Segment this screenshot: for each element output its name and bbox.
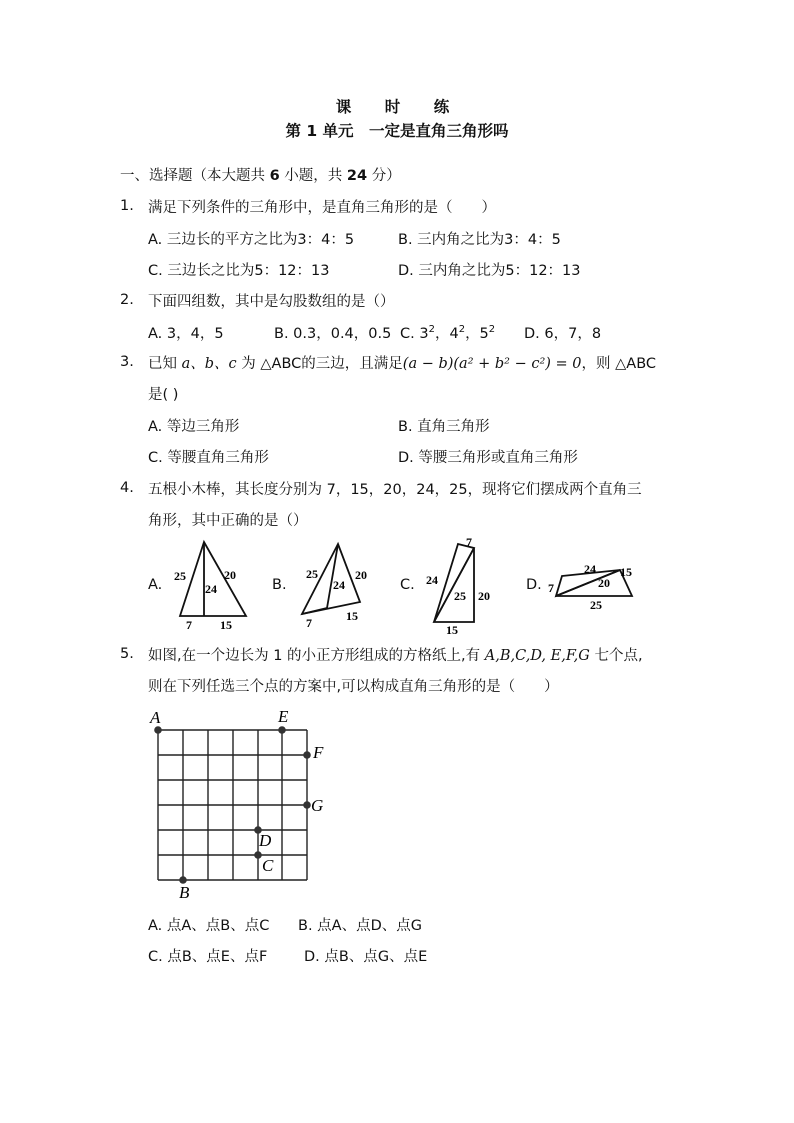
question-stem: 满足下列条件的三角形中，是直角三角形的是（ ） [148,200,496,216]
stem-text: 为 △ABC的三边，且满足 [236,356,403,372]
figure-label: 24 [584,562,596,576]
question-number: 3. [120,354,134,370]
page-title: 课 时 练 [335,98,459,116]
exponent: 2 [458,324,466,336]
figure-label: 7 [306,616,312,630]
figure-label: 25 [590,598,602,612]
question-stem: 下面四组数，其中是勾股数组的是（） [148,294,395,310]
question-stem-continued: 是( ) [148,387,179,403]
figure-label: 24 [205,582,217,596]
option-d[interactable]: D. 点B、点G、点E [304,949,428,965]
point-label: G [311,796,324,815]
question-stem-continued: 则在下列任选三个点的方案中,可以构成直角三角形的是（ ） [148,679,559,695]
option-b[interactable]: B. 点A、点D、点G [298,918,422,934]
page-subtitle: 第 1 单元 一定是直角三角形吗 [285,122,509,140]
point-label: A [150,708,161,727]
option-d[interactable]: D. 三内角之比为5：12：13 [398,263,581,279]
section-heading-mid: 小题，共 [279,168,347,184]
figure-label: 15 [346,609,358,623]
point-label: E [278,707,289,726]
option-c[interactable] [400,322,495,343]
option-c[interactable]: C. 三边长之比为5：12：13 [148,263,330,279]
figure-label: 7 [186,618,192,632]
option-d[interactable]: D. 等腰三角形或直角三角形 [398,450,578,466]
option-b[interactable]: B. 三内角之比为3：4：5 [398,232,561,248]
stem-text: 已知 [148,356,182,372]
exponent: 2 [428,324,435,336]
question-number: 4. [120,480,134,496]
question-stem [148,352,656,373]
figure-label: 7 [466,535,472,549]
option-b[interactable]: B. 0.3，0.4，0.5 [274,326,392,342]
point-label: D [259,831,272,850]
option-a[interactable]: A. 三边长的平方之比为3：4：5 [148,232,355,248]
option-a[interactable]: A. 3，4，5 [148,326,224,342]
point-label: F [313,743,324,762]
option-a[interactable]: A. 等边三角形 [148,419,240,435]
stem-text: 七个点, [589,648,643,664]
figure-label: 20 [355,568,367,582]
point-e [278,726,286,734]
figure-label: 25 [306,567,318,581]
option-c-base: ，5 [465,326,489,342]
point-label: B [179,883,190,902]
question-number: 1. [120,198,134,214]
triangle-figure-d [546,556,640,614]
option-d-label[interactable]: D. [526,577,542,593]
figure-label: 20 [598,576,610,590]
option-b-label[interactable]: B. [272,577,287,593]
exponent: 2 [488,324,496,336]
figure-label: 15 [446,623,458,637]
option-c[interactable]: C. 点B、点E、点F [148,949,268,965]
option-c-base: C. 3 [400,326,429,342]
option-b[interactable]: B. 直角三角形 [398,419,490,435]
point-f [303,751,311,759]
section-heading-post: 分） [367,168,401,184]
figure-label: 15 [620,565,632,579]
section-heading-pre: 一、选择题（本大题共 [120,168,270,184]
point-c [254,851,262,859]
section-heading [120,164,401,185]
point-label: C [262,856,274,875]
question-number: 2. [120,292,134,308]
figure-label: 25 [174,569,186,583]
point-list: A,B,C,D, E,F,G [484,648,590,664]
square-grid-figure [142,704,342,904]
section-count: 6 [269,168,280,184]
option-d[interactable]: D. 6，7，8 [524,326,602,342]
option-a[interactable]: A. 点A、点B、点C [148,918,270,934]
triangle-figure-a [168,536,258,632]
figure-label: 20 [224,568,236,582]
point-a [154,726,162,734]
variables: a、b、c [181,356,237,372]
question-stem: 五根小木棒，其长度分别为 7，15，20，24，25，现将它们摆成两个直角三 [148,482,642,498]
question-number: 5. [120,646,134,662]
figure-label: 24 [426,573,438,587]
option-c-label[interactable]: C. [400,577,415,593]
option-a-label[interactable]: A. [148,577,163,593]
stem-text: ，则 △ABC [581,356,657,372]
option-c-base: ，4 [434,326,459,342]
equation: (a − b)(a² + b² − c²) = 0 [402,356,582,372]
stem-text: 如图,在一个边长为 1 的小正方形组成的方格纸上,有 [148,648,485,664]
triangle-figure-b [292,538,382,630]
figure-label: 25 [454,589,466,603]
question-stem [148,644,643,665]
triangle-figure-c [420,534,500,638]
figure-label: 7 [548,581,554,595]
section-score: 24 [346,168,368,184]
figure-label: 24 [333,578,345,592]
question-stem-continued: 角形，其中正确的是（） [148,513,308,529]
figure-label: 20 [478,589,490,603]
point-g [303,801,311,809]
option-c[interactable]: C. 等腰直角三角形 [148,450,269,466]
figure-label: 15 [220,618,232,632]
